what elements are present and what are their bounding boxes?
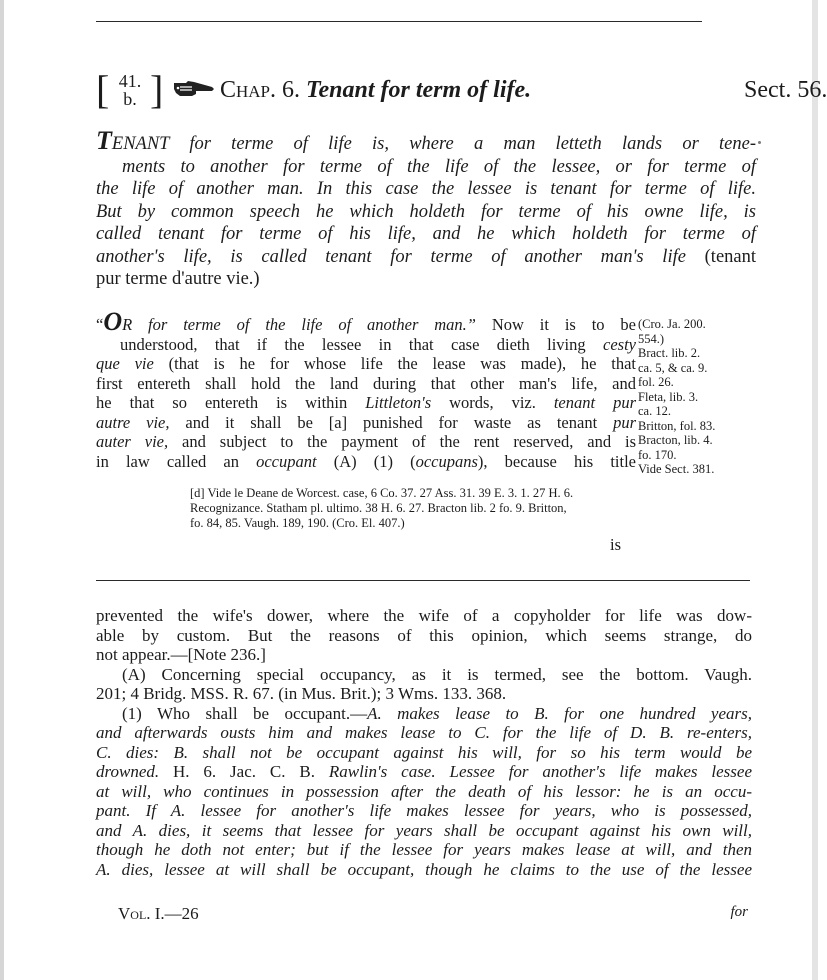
note-line: 201; 4 Bridg. MSS. R. 67. (in Mus. Brit.); 3 Wms. 133. 368. — [96, 684, 507, 703]
margin-note: Britton, fol. 83. — [638, 418, 716, 433]
footnote-line: Recognizance. Statham pl. ultimo. 38 H. 6. 27. Bracton lib. 2 fo. 9. Britton, — [190, 501, 567, 515]
chapter-title: Tenant for term of life. — [306, 77, 532, 103]
commentary-line: understood, that if the lessee in that case dieth living cesty — [120, 334, 636, 354]
pointing-hand-icon — [172, 79, 216, 99]
note-line: at will, who continues in possession after the death of his lessor: he is an occu- — [96, 781, 752, 801]
littleton-line: But by common speech he which holdeth for terme of his owne life, is — [96, 201, 756, 222]
littleton-line: ments to another for terme of the life of the lessee, or for terme of — [122, 156, 756, 177]
editor-notes — [96, 606, 752, 879]
note-line: not appear.—[Note 236.] — [96, 645, 266, 664]
left-bracket: [ — [96, 67, 110, 112]
note-line: and afterwards ousts him and makes lease to C. for the life of D. B. re-enters, — [96, 723, 752, 742]
margin-notes — [638, 317, 758, 477]
margin-note: (Cro. Ja. 200. — [638, 317, 706, 331]
footnote-d — [190, 486, 752, 531]
note-line: A. dies, lessee at will shall be occupant, though he claims to the use of the lessee — [96, 859, 752, 879]
page-edge-left — [0, 0, 4, 980]
page-edge-right — [812, 0, 818, 980]
top-rule — [96, 21, 702, 22]
commentary-line: “OR for terme of the life of another man.” Now it is to be — [96, 307, 636, 336]
margin-note: fo. 170. — [638, 447, 677, 462]
margin-note: ca. 12. — [638, 404, 671, 418]
margin-note: ca. 5, & ca. 9. — [638, 360, 708, 375]
note-line: and A. dies, it seems that lessee for years shall be occupant against his own will, — [96, 820, 752, 840]
margin-note: Bract. lib. 2. — [638, 346, 701, 360]
note-line: though he doth not enter; but if the lessee for years makes lease at will, and then — [96, 840, 752, 859]
margin-note: Vide Sect. 381. — [638, 462, 715, 476]
commentary-line: auter vie, and subject to the payment of the rent reserved, and is — [96, 432, 636, 451]
margin-note: Bracton, lib. 4. — [638, 433, 713, 447]
margin-note: 554.) — [638, 331, 665, 346]
drop-cap-t: T — [96, 126, 112, 155]
folio-bottom: b. — [123, 89, 137, 109]
note-line: C. dies: B. shall not be occupant against his will, for so his term would be — [96, 742, 752, 762]
page-footer — [96, 898, 752, 922]
littleton-line: pur terme d'autre vie.) — [96, 269, 260, 289]
littleton-text — [96, 126, 757, 291]
margin-note: Fleta, lib. 3. — [638, 389, 699, 404]
note-line: (1) Who shall be occupant.—A. makes lease to B. for one hundred years, — [122, 703, 752, 723]
section-number: Sect. 56. — [744, 77, 827, 103]
footnote-line: fo. 84, 85. Vaugh. 189, 190. (Cro. El. 407.) — [190, 516, 405, 530]
catchword-upper: is — [610, 535, 622, 554]
note-line: drowned. H. 6. Jac. C. B. Rawlin's case. Lessee for another's life makes lessee — [96, 762, 752, 781]
folio-top: 41. — [118, 71, 142, 91]
note-line: (A) Concerning special occupancy, as it is termed, see the bottom. Vaugh. — [122, 664, 752, 684]
chapter-heading — [220, 76, 827, 104]
middle-rule — [96, 580, 750, 581]
chapter-number: Chap. 6. — [220, 77, 301, 103]
drop-cap-o: O — [103, 307, 123, 336]
commentary-line: que vie (that is he for whose life the lease was made), he that — [96, 354, 636, 373]
folio-number — [113, 72, 147, 108]
commentary-line: first entereth shall hold the land during that other man's life, and — [96, 373, 636, 393]
commentary-line: autre vie, and it shall be [a] punished for waste as tenant pur — [96, 412, 636, 432]
note-line: pant. If A. lessee for another's life makes lessee for years, who is possessed, — [96, 801, 752, 820]
littleton-line: another's life, is called tenant for terme of another man's life (tenant — [96, 246, 757, 267]
running-header — [96, 66, 827, 116]
littleton-line: the life of another man. In this case the lessee is tenant for terme of life. — [96, 179, 756, 199]
catchword-lower: for — [730, 904, 748, 920]
volume-signature: Vol. I.—26 — [118, 904, 199, 923]
margin-note: fol. 26. — [638, 375, 674, 389]
right-bracket: ] — [150, 67, 164, 112]
commentary-line: he that so entereth is within Littleton's words, viz. tenant pur — [96, 393, 636, 412]
coke-commentary — [96, 307, 637, 471]
littleton-line: TENANT for terme of life is, where a man letteth lands or tene- — [96, 126, 756, 155]
littleton-line: called tenant for terme of his life, and he which holdeth for terme of — [96, 224, 756, 244]
note-line: able by custom. But the reasons of this opinion, which seems strange, do — [96, 625, 752, 645]
commentary-line: in law called an occupant (A) (1) (occupans), because his title — [96, 451, 637, 471]
footnote-line: [d] Vide le Deane de Worcest. case, 6 Co. 37. 27 Ass. 31. 39 E. 3. 1. 27 H. 6. — [190, 486, 574, 500]
note-line: prevented the wife's dower, where the wife of a copyholder for life was dow- — [96, 606, 752, 625]
ink-speck — [758, 141, 761, 144]
